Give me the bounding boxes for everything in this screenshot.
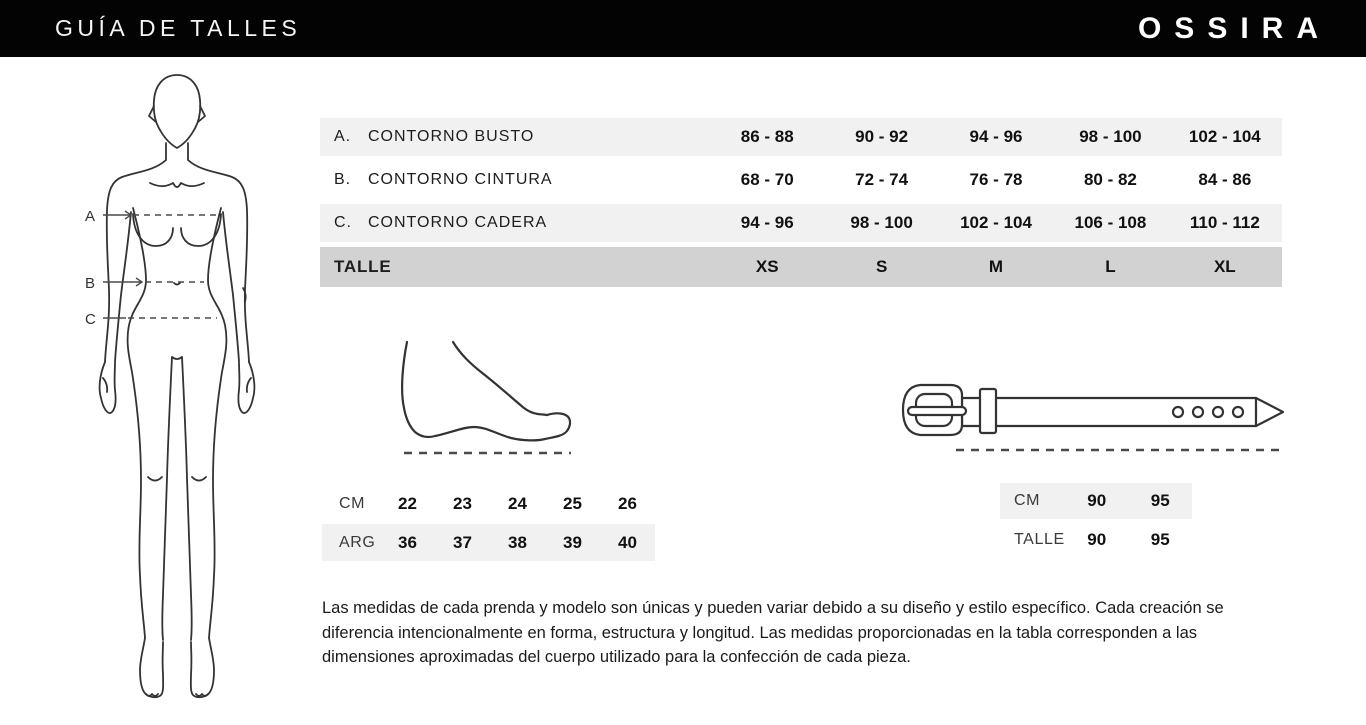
cell: 25 [563,493,582,513]
cell: 94 - 96 [740,213,794,232]
belt-keeper [980,389,996,433]
cell: 90 - 92 [855,127,909,146]
belt-illustration [895,378,1290,460]
figure-right-arm [188,143,249,362]
table-row-arg: ARG 36 37 38 39 40 [322,524,655,561]
size-table [320,118,1282,287]
cell: 40 [618,532,637,552]
figure-left-foot [140,638,163,697]
row-label: B. CONTORNO CINTURA [334,171,553,188]
cell: 24 [508,493,527,513]
row-label: C. CONTORNO CADERA [334,214,548,231]
cell: 36 [398,532,417,552]
table-row-hip [320,204,1282,242]
figure-torso-left [128,208,146,638]
figure-left-arm [105,143,166,362]
brand-logo: OSSIRA [1137,11,1331,45]
body-figure-svg [70,62,310,712]
cell: 102 - 104 [1188,127,1261,146]
cell: 102 - 104 [960,213,1032,232]
cell: 84 - 86 [1198,170,1252,189]
table-row-cm: CM 90 95 [1000,483,1192,519]
footnote-text: Las medidas de cada prenda y modelo son únicas y pueden variar debido a su diseño y estilo específico. Cada creación se diferencia intencionalmente en forma, estructura y longitud. Las medidas proporcionadas en la tabla corresponden a las dimensiones aproximadas del cuerpo utilizado para la confección de cada pieza. [322,599,1224,666]
table-row-talle: TALLE 90 95 [1000,522,1192,558]
belt-size-table [1000,483,1192,558]
size-cell: S [875,257,888,276]
belt-svg [895,378,1290,460]
measure-label-a: A [85,208,96,225]
shoe-size-table [322,485,655,561]
figure-right-foot [191,638,214,697]
size-cell: XL [1213,257,1236,276]
size-cell: M [988,257,1004,276]
cell: 22 [398,493,417,513]
cell: 26 [618,493,637,513]
belt-strap [962,398,1283,426]
figure-head [154,75,201,148]
cell: 72 - 74 [855,170,909,189]
cell: 98 - 100 [850,213,913,232]
cell: 80 - 82 [1083,170,1137,189]
cell: 95 [1150,530,1170,549]
measure-label-c: C [85,311,96,328]
cell: 90 [1087,491,1107,510]
table-row-bust [320,118,1282,156]
table-row-waist [320,161,1282,199]
row-label: TALLE [334,257,392,276]
size-cell: L [1105,257,1116,276]
body-figure-illustration [70,62,310,712]
cell: 94 - 96 [969,127,1023,146]
topbar [0,0,1366,57]
cell: 106 - 108 [1074,213,1147,232]
page-title: GUÍA DE TALLES [55,15,302,41]
foot-svg [395,335,580,460]
row-label: A. CONTORNO BUSTO [334,128,535,145]
foot-outline [402,342,570,440]
cell: 39 [563,532,582,552]
cell: 38 [508,532,527,552]
table-row-cm: CM 22 23 24 25 26 [322,485,655,522]
foot-illustration [395,335,580,460]
cell: 76 - 78 [969,170,1023,189]
cell: 90 [1087,530,1107,549]
size-cell: XS [755,257,779,276]
measure-label-b: B [85,275,96,292]
figure-torso-right [208,208,226,638]
cell: 86 - 88 [740,127,794,146]
table-row-talle [320,247,1282,287]
cell: 23 [453,493,472,513]
cell: 110 - 112 [1189,213,1260,232]
cell: 37 [453,532,472,552]
cell: 98 - 100 [1079,127,1142,146]
cell: 68 - 70 [740,170,794,189]
belt-prong [908,407,966,415]
cell: 95 [1150,491,1170,510]
